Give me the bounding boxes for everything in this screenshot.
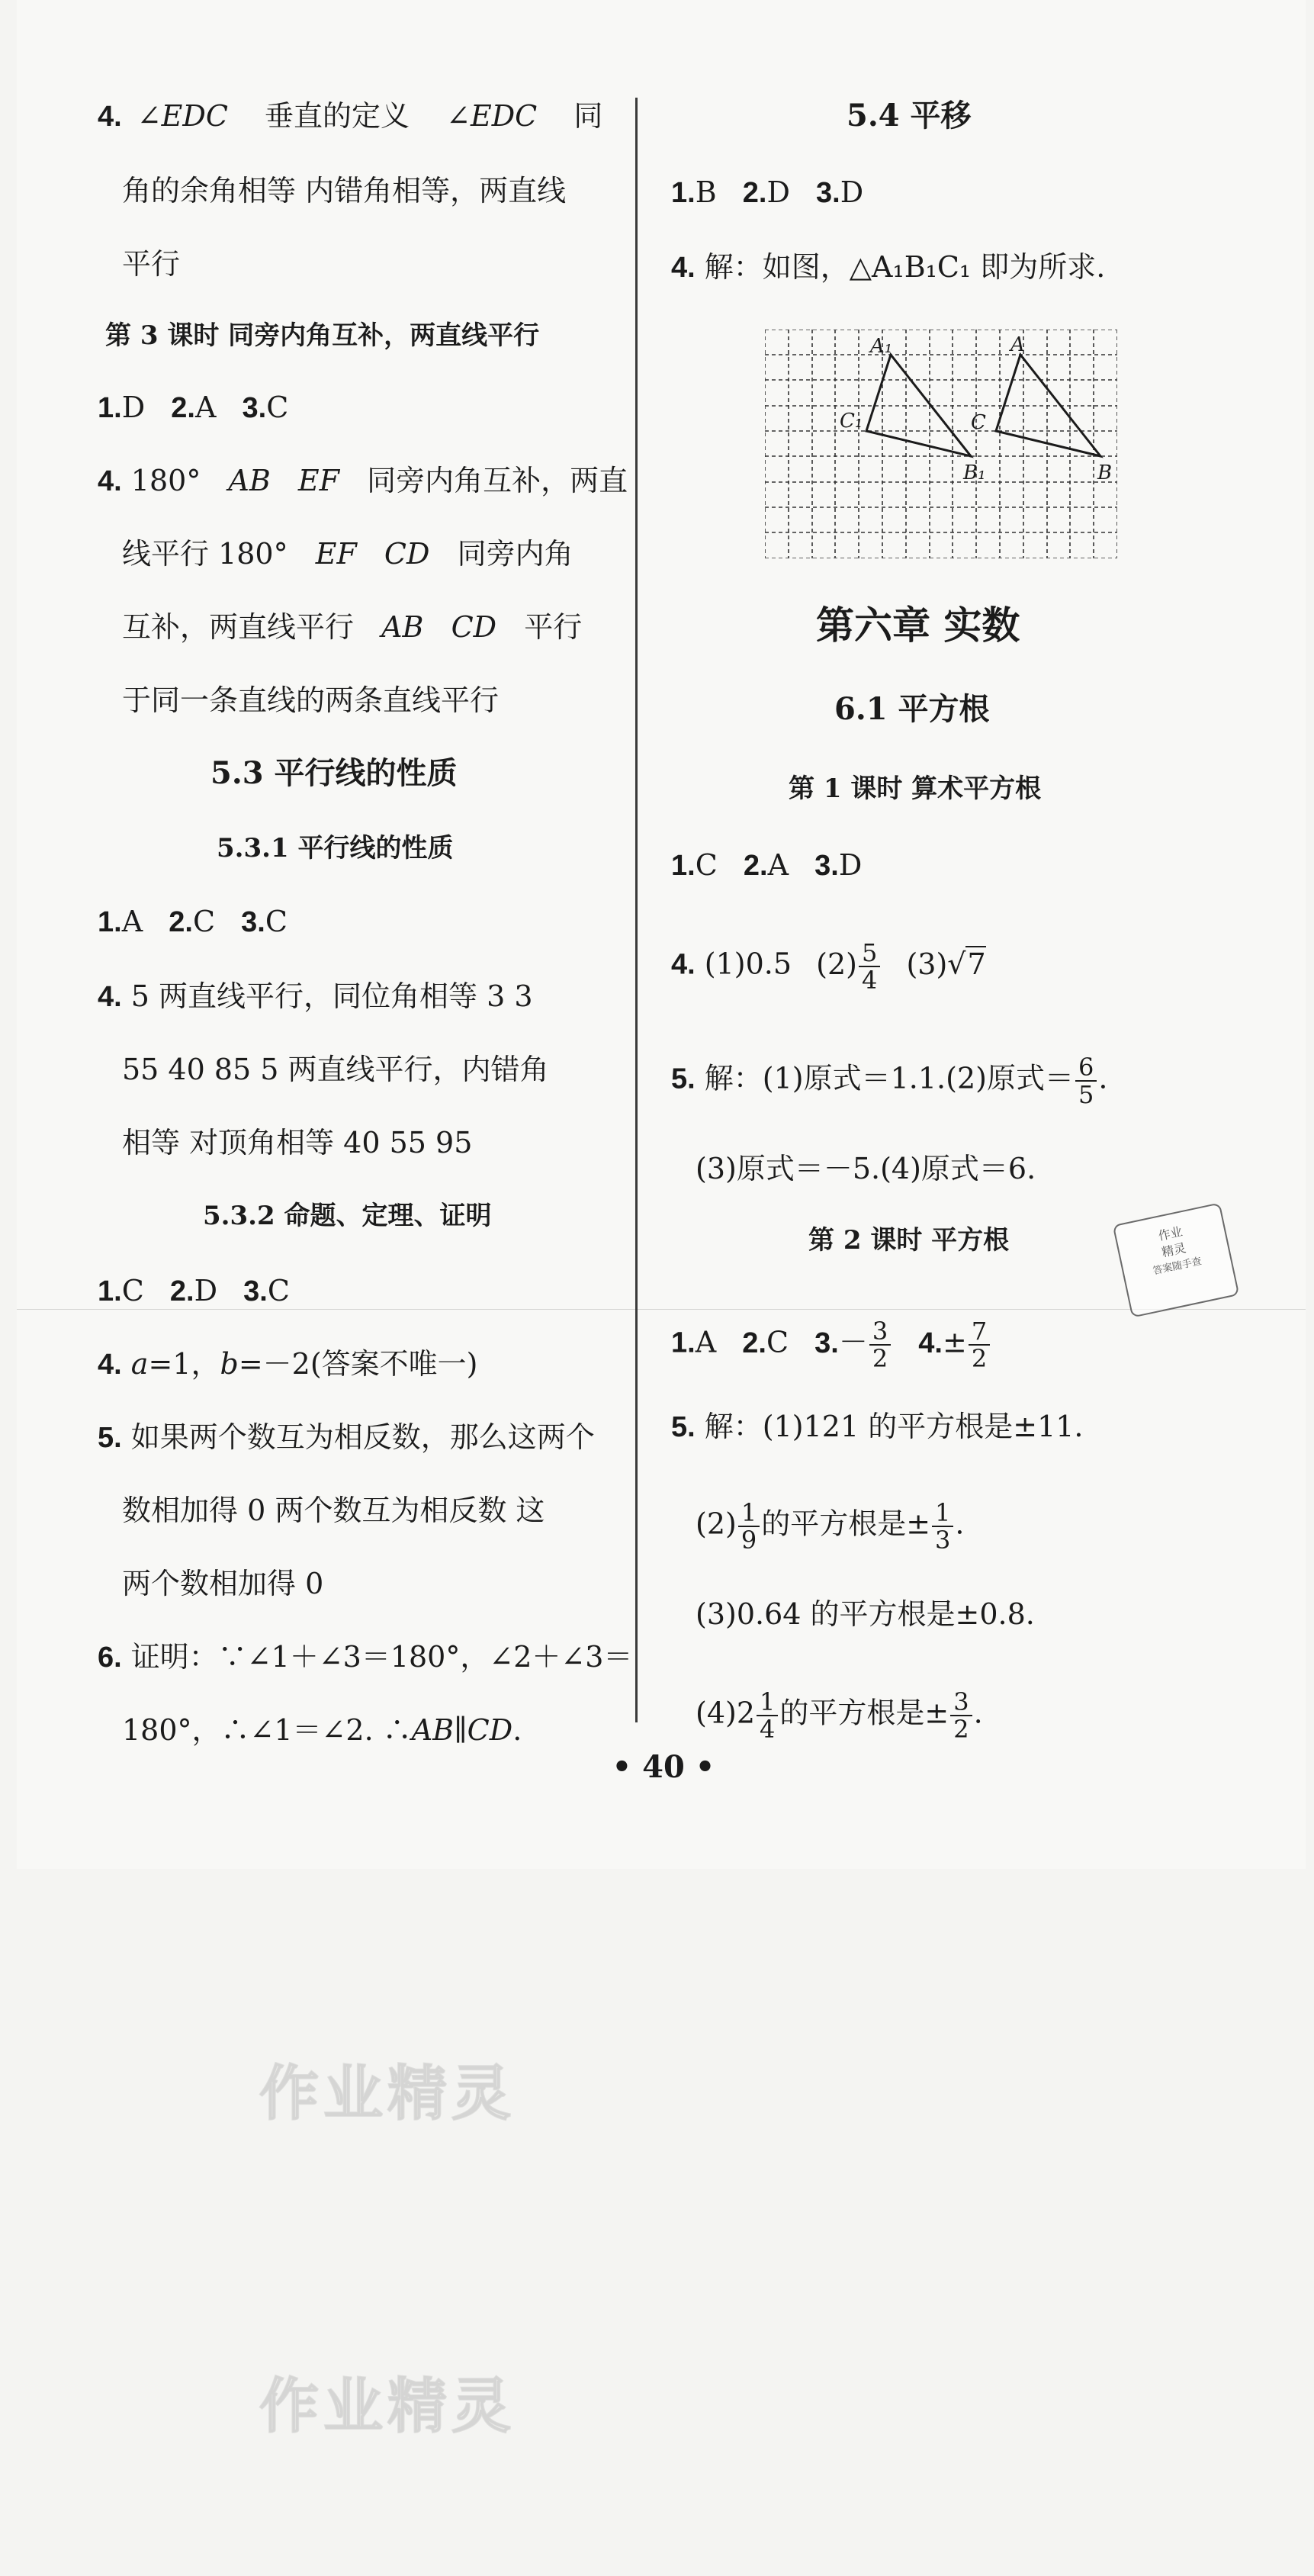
section-5-3-2-q6-line2: 180°，∴∠1＝∠2. ∴AB∥CD. (122, 1713, 522, 1747)
section-5-3-2-q4: 4. a=1，b=－2(答案不唯一) (98, 1347, 478, 1381)
lesson3-title: 第 3 课时 同旁内角互补，两直线平行 (105, 320, 540, 351)
watermark-text: 作业精灵 (259, 2372, 516, 2441)
chapter-6-title: 第六章 实数 (816, 603, 1020, 648)
grid-lines (765, 330, 1117, 558)
left-q4-line1: 4. ∠EDC 垂直的定义 ∠EDC 同 (98, 99, 603, 133)
lesson3-q4-line3: 互补，两直线平行 AB CD 平行 (122, 610, 583, 644)
label-a: A (1010, 333, 1025, 356)
fraction: $\frac{1}{3}$ (932, 1500, 953, 1553)
section-5-3-1-q4-line1: 4. 5 两直线平行，同位角相等 3 3 (98, 979, 533, 1013)
lesson3-q4-line4: 于同一条直线的两条直线平行 (122, 683, 500, 717)
lesson2-q5-line1: 5. 解：(1)121 的平方根是±11. (671, 1410, 1084, 1443)
lesson3-q4-line1: 4. 180° AB EF 同旁内角互补，两直 (98, 464, 628, 497)
lesson1-answers: 1.C 2.A 3.D (671, 848, 863, 882)
section-5-3-2-answers: 1.C 2.D 3.C (98, 1274, 290, 1307)
left-q4-line2: 角的余角相等 内错角相等，两直线 (122, 174, 567, 207)
watermark-text: 作业精灵 (259, 2060, 516, 2128)
lesson2-title: 第 2 课时 平方根 (808, 1225, 1010, 1256)
label-c1: C₁ (840, 410, 863, 433)
lesson1-q4: 4. (1)0.5 (2) $\frac{5}{4}$ (3)√7 (671, 938, 986, 995)
fraction: $\frac{7}{2}$ (969, 1318, 990, 1372)
section-5-4-q4: 4. 解：如图，△A₁B₁C₁ 即为所求. (671, 250, 1106, 284)
stamp-logo: 作业 精灵 答案随手查 (1113, 1202, 1240, 1317)
lesson1-title: 第 1 课时 算术平方根 (789, 773, 1042, 804)
section-6-1-title: 6.1 平方根 (834, 691, 990, 727)
page-number: • 40 • (612, 1749, 715, 1785)
label-c: C (971, 411, 986, 434)
section-5-3-2-q6-line1: 6. 证明：∵∠1＋∠3＝180°，∠2＋∠3＝ (98, 1640, 633, 1674)
fraction: $\frac{1}{9}$ (738, 1500, 760, 1553)
lesson1-q5-line2: (3)原式＝－5.(4)原式＝6. (696, 1152, 1036, 1185)
section-5-3-title: 5.3 平行线的性质 (210, 755, 458, 791)
fraction: $\frac{1}{4}$ (757, 1689, 778, 1742)
lesson2-answers: 1.A 2.C 3.－ $\frac{3}{2}$ 4.± $\frac{7}{2}$ (671, 1318, 991, 1372)
fraction: $\frac{6}{5}$ (1075, 1054, 1097, 1108)
column-divider (635, 98, 638, 1722)
lesson3-q4-line2: 线平行 180° EF CD 同旁内角 (122, 537, 573, 571)
section-5-4-answers: 1.B 2.D 3.D (671, 175, 864, 209)
section-5-3-1-title: 5.3.1 平行线的性质 (217, 833, 454, 863)
lesson1-q5-line1: 5. 解：(1)原式＝1.1.(2)原式＝ $\frac{6}{5}$ . (671, 1053, 1108, 1109)
section-5-3-2-q5-line1: 5. 如果两个数互为相反数，那么这两个 (98, 1420, 595, 1454)
label-b1: B₁ (963, 461, 986, 484)
label-b: B (1097, 461, 1113, 484)
lesson2-q5-line2: (2) $\frac{1}{9}$ 的平方根是± $\frac{1}{3}$ . (696, 1498, 965, 1555)
section-5-3-2-q5-line2: 数相加得 0 两个数互为相反数 这 (122, 1494, 545, 1527)
section-5-3-1-q4-line3: 相等 对顶角相等 40 55 95 (122, 1126, 473, 1159)
fraction: $\frac{3}{2}$ (950, 1689, 972, 1742)
section-5-3-2-q5-line3: 两个数相加得 0 (122, 1567, 324, 1600)
fraction: $\frac{5}{4}$ (859, 940, 880, 993)
section-5-3-2-title: 5.3.2 命题、定理、证明 (203, 1201, 492, 1231)
lesson2-q5-line4: (4)2 $\frac{1}{4}$ 的平方根是± $\frac{3}{2}$ . (696, 1687, 983, 1744)
section-5-4-title: 5.4 平移 (847, 98, 972, 133)
fraction: $\frac{3}{2}$ (869, 1318, 891, 1372)
label-a1: A₁ (870, 335, 893, 358)
lesson2-q5-line3: (3)0.64 的平方根是±0.8. (696, 1597, 1035, 1631)
lesson3-answers: 1.D 2.A 3.C (98, 391, 289, 424)
left-q4-line3: 平行 (122, 247, 181, 281)
section-5-3-1-q4-line2: 55 40 85 5 两直线平行，内错角 (122, 1053, 549, 1086)
section-5-3-1-answers: 1.A 2.C 3.C (98, 905, 288, 938)
translation-grid-figure (765, 330, 1117, 558)
